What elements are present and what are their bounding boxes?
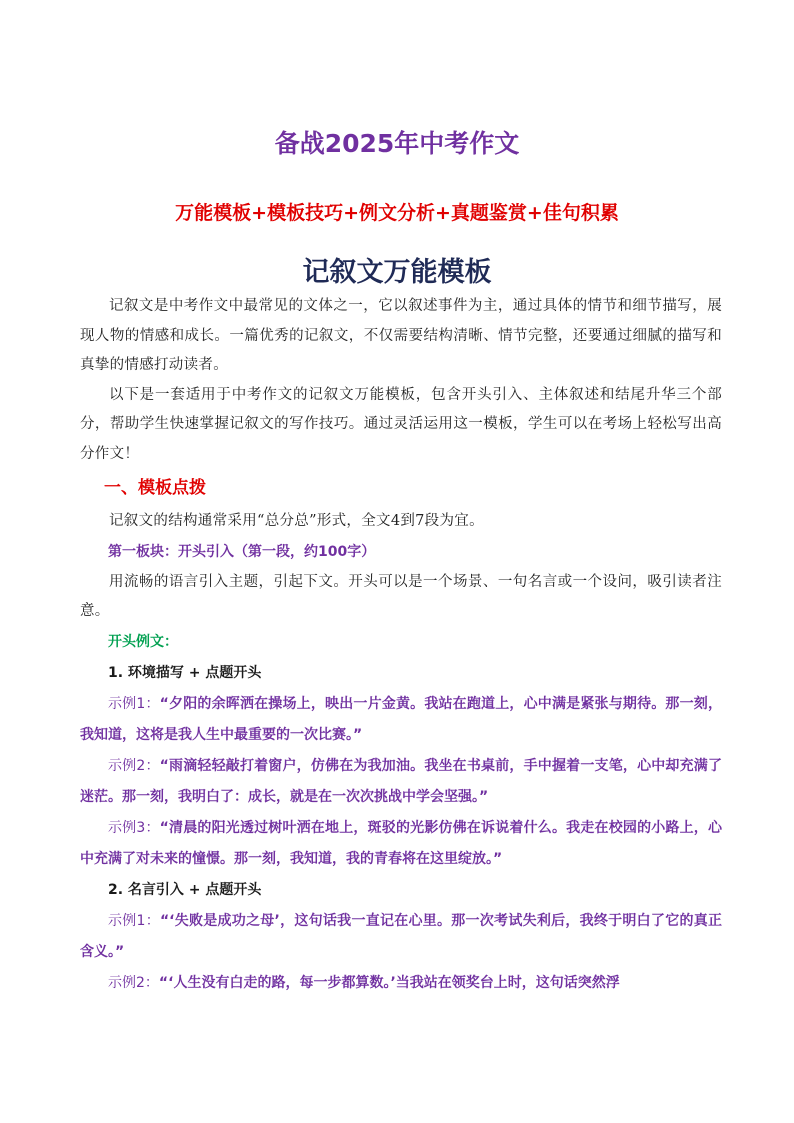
method-2-title: 2. 名言引入 + 点题开头 [108,881,262,898]
document-title: 备战2025年中考作文 [274,129,520,158]
example-text: “雨滴轻轻敲打着窗户，仿佛在为我加油。我坐在书桌前，手中握着一支笔，心中却充满了迷茫。那一刻，我明白了：成长，就是在一次次挑战中学会坚强。” [80,757,722,805]
example-paragraph [80,968,722,999]
section-heading: 记叙文万能模板 [302,257,492,288]
intro-paragraph-1: 记叙文是中考作文中最常见的文体之一，它以叙述事件为主，通过具体的情节和细节描写，展现人物的情感和成长。一篇优秀的记叙文，不仅需要结构清晰、情节完整，还要通过细腻的描写和真挚的情感打动读者。 [80,298,722,373]
example-paragraph [80,689,722,751]
example-paragraph [80,751,722,813]
block-1-title: 第一板块：开头引入（第一段，约100字） [108,543,376,560]
example-label: 示例1： [108,695,160,712]
method-1-title: 1. 环境描写 + 点题开头 [108,664,262,681]
example-label: 示例3： [108,819,160,836]
intro-paragraph-2: 以下是一套适用于中考作文的记叙文万能模板，包含开头引入、主体叙述和结尾升华三个部分，帮助学生快速掌握记叙文的写作技巧。通过灵活运用这一模板，学生可以在考场上轻松写出高分作文！ [80,386,722,462]
block-1-text: 用流畅的语言引入主题，引起下文。开头可以是一个场景、一句名言或一个设问，吸引读者注意。 [80,573,722,619]
section-1-title: 一、模板点拨 [104,478,206,498]
example-label: 示例2： [108,974,159,991]
example-label: 示例2： [108,757,160,774]
example-label: 示例1： [108,912,160,929]
examples-title: 开头例文： [108,633,178,650]
example-paragraph [80,906,722,968]
section-1-text: 记叙文的结构通常采用“总分总”形式，全文4到7段为宜。 [109,513,484,529]
example-text: “夕阳的余晖洒在操场上，映出一片金黄。我站在跑道上，心中满是紧张与期待。那一刻，我知道，这将是我人生中最重要的一次比赛。” [80,695,722,743]
example-text: “‘失败是成功之母’，这句话我一直记在心里。那一次考试失利后，我终于明白了它的真正含义。” [80,912,722,960]
example-text: “清晨的阳光透过树叶洒在地上，斑驳的光影仿佛在诉说着什么。我走在校园的小路上，心中充满了对未来的憧憬。那一刻，我知道，我的青春将在这里绽放。” [80,819,722,867]
document-body [80,292,722,999]
example-paragraph [80,813,722,875]
document-subtitle: 万能模板+模板技巧+例文分析+真题鉴赏+佳句积累 [175,202,619,224]
example-text: “‘人生没有白走的路，每一步都算数。’当我站在领奖台上时，这句话突然浮 [158,974,620,991]
